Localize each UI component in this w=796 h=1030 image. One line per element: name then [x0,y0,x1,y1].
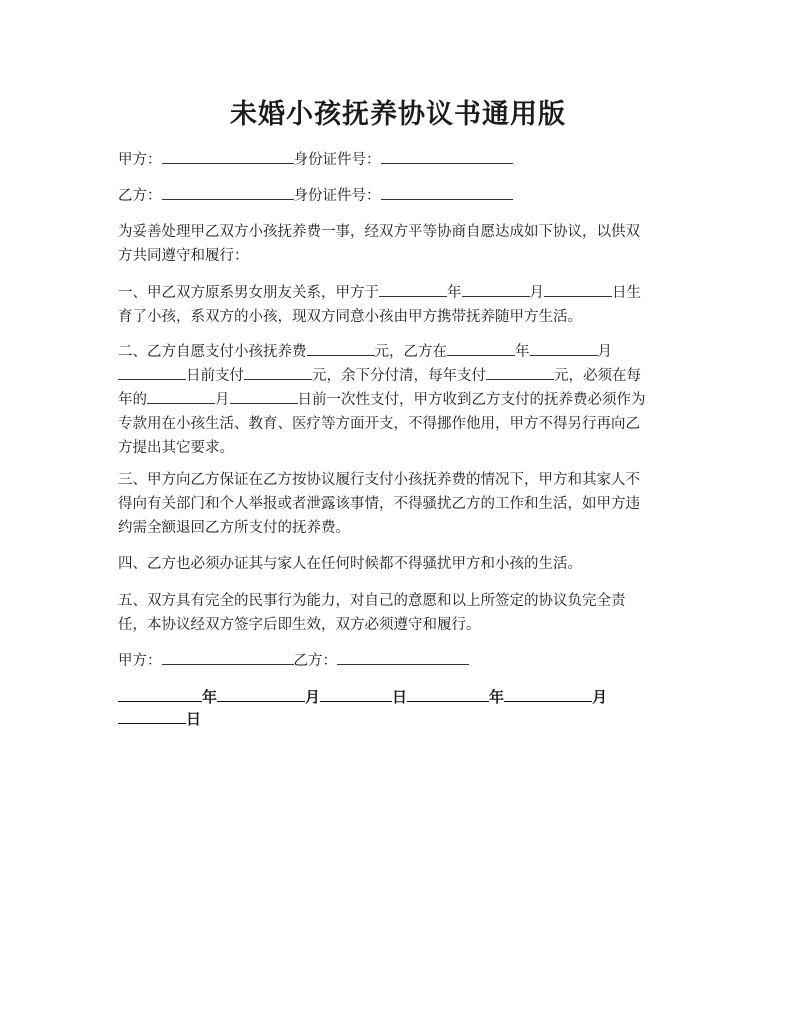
party-a-id-label: 身份证件号： [293,152,381,168]
clause-2-text: 日前一次性支付，甲方收到乙方支付的抚养费必须作为 [297,392,646,408]
clause-2-text: 年的 [118,392,147,408]
clause-5-line: 五、双方具有完全的民事行为能力，对自己的意愿和以上所签定的协议负完全责 [118,593,626,609]
year-label: 年 [447,285,462,301]
month-label: 月 [597,344,612,360]
intro-paragraph [118,220,682,268]
year-label: 年 [515,344,530,360]
clause-3-line: 约需全额退回乙方所支付的抚养费。 [118,520,350,536]
party-a-row [118,148,682,172]
clause-2-line-5: 方提出其它要求。 [118,440,234,456]
birth-year-blank[interactable] [379,281,447,297]
clause-2-text: 元，余下分付清，每年支付 [312,368,486,384]
party-b-row [118,184,682,208]
intro-line: 方共同遵守和履行： [118,248,249,264]
clause-1 [118,281,682,329]
clause-1-line-2: 育了小孩，系双方的小孩，现双方同意小孩由甲方携带抚养随甲方生活。 [118,309,582,325]
date-b-year-blank[interactable] [407,685,489,702]
clause-2-text: 元，必须在每 [554,368,641,384]
clause-4: 四、乙方也必须办证其与家人在任何时候都不得骚扰甲方和小孩的生活。 [118,556,582,572]
day-suffix: 日生 [612,285,641,301]
sign-b-blank[interactable] [337,649,469,665]
annual-day-blank[interactable] [230,388,298,404]
year-label: 年 [489,688,505,706]
party-a-label: 甲方： [118,152,162,168]
date-row-1 [118,685,607,709]
party-a-name-blank[interactable] [162,148,294,164]
clause-2-text: 日前支付 [186,368,244,384]
first-payment-blank[interactable] [244,364,312,380]
party-a-id-blank[interactable] [381,148,513,164]
day-label: 日 [186,710,202,728]
pay-day-blank[interactable] [118,364,186,380]
month-label: 月 [305,688,321,706]
date-row-2 [118,707,201,731]
clause-2-line-4: 专款用在小孩生活、教育、医疗等方面开支，不得挪作他用，甲方不得另行再向乙 [118,416,640,432]
sign-a-blank[interactable] [162,649,294,665]
year-label: 年 [202,688,218,706]
clause-3-line: 得向有关部门和个人举报或者泄露该事情，不得骚扰乙方的工作和生活，如甲方违 [118,496,640,512]
clause-5 [118,589,682,637]
clause-3-line: 三、甲方向乙方保证在乙方按协议履行支付小孩抚养费的情况下，甲方和其家人不 [118,472,640,488]
clause-2-prefix: 二、乙方自愿支付小孩抚养费 [118,344,307,360]
signature-row [118,649,682,673]
party-b-id-label: 身份证件号： [293,188,381,204]
date-b-month-blank[interactable] [504,685,592,702]
date-b-day-blank[interactable] [118,707,186,724]
support-amount-blank[interactable] [307,340,375,356]
month-label: 月 [529,285,544,301]
date-a-month-blank[interactable] [217,685,305,702]
clause-2-text: 元，乙方在 [374,344,447,360]
party-b-label: 乙方： [118,188,162,204]
intro-line: 为妥善处理甲乙双方小孩抚养费一事，经双方平等协商自愿达成如下协议，以供双 [118,224,640,240]
annual-month-blank[interactable] [147,388,215,404]
sign-b-label: 乙方： [293,653,337,669]
party-b-name-blank[interactable] [162,184,294,200]
month-label: 月 [215,392,230,408]
document-title: 未婚小孩抚养协议书通用版 [230,99,566,130]
clause-5-line: 任，本协议经双方签字后即生效，双方必须遵守和履行。 [118,617,481,633]
day-label: 日 [392,688,408,706]
month-label: 月 [592,688,608,706]
clause-1-prefix: 一、甲乙双方原系男女朋友关系，甲方于 [118,285,379,301]
pay-month-blank[interactable] [530,340,598,356]
date-a-day-blank[interactable] [320,685,392,702]
birth-day-blank[interactable] [544,281,612,297]
sign-a-label: 甲方： [118,653,162,669]
clause-3 [118,468,682,540]
party-b-id-blank[interactable] [381,184,513,200]
birth-month-blank[interactable] [462,281,530,297]
annual-payment-blank[interactable] [486,364,554,380]
pay-year-blank[interactable] [447,340,515,356]
date-a-year-blank[interactable] [118,685,202,702]
clause-2 [118,340,682,460]
